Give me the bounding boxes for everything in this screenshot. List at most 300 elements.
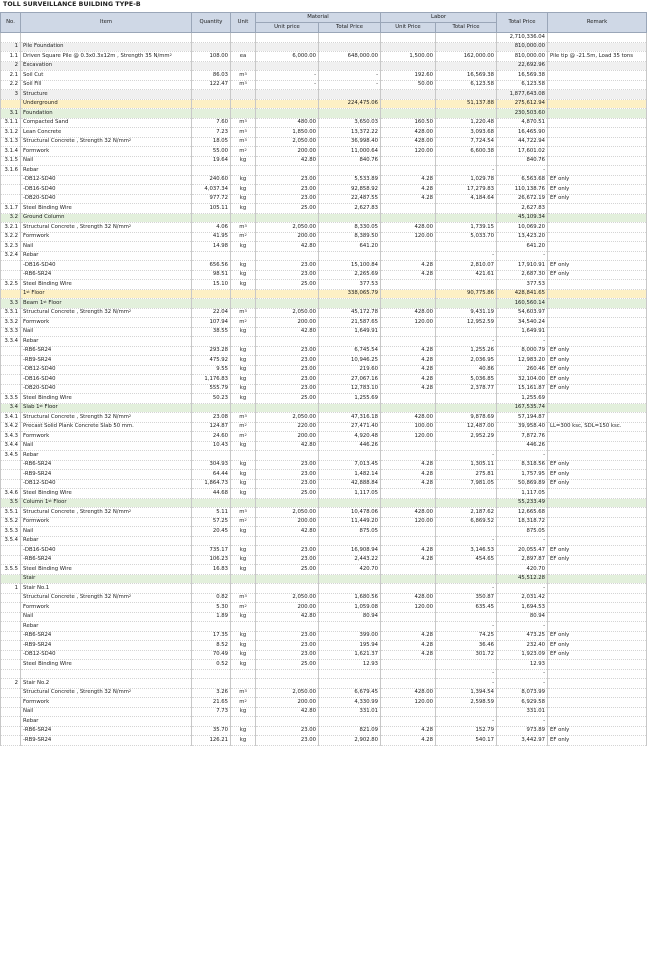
cell-quantity-text: 19.64 (212, 157, 228, 164)
cell-labor-total-text: 454.65 (475, 556, 495, 563)
header-labor-unit-price: Unit Price (381, 23, 436, 33)
cell-unit (231, 527, 256, 537)
cell-unit-text: m (239, 318, 245, 325)
cell-item-text: -DB16-SD40 (23, 185, 56, 192)
cell-quantity (192, 204, 231, 214)
header-material-total-price: Total Price (319, 23, 381, 33)
cell-material-unit-price (256, 717, 319, 727)
cell-remark (548, 204, 647, 214)
cell-item (21, 736, 192, 746)
table-row (1, 527, 647, 537)
cell-remark (548, 451, 647, 461)
cell-labor-unit-price (381, 223, 436, 233)
header-labor: Labor (381, 13, 497, 23)
cell-labor-unit-price (381, 346, 436, 356)
cell-material-total (319, 432, 381, 442)
cell-quantity (192, 584, 231, 594)
cell-total-price-text: 12,665.68 (518, 508, 546, 515)
cell-total-price-text: 2,687.30 (521, 271, 546, 278)
cell-labor-total-text: - (492, 337, 495, 344)
cell-item (21, 99, 192, 109)
cell-labor-unit-price (381, 707, 436, 717)
cell-total-price-text: 34,540.24 (518, 318, 546, 325)
cell-material-unit-price-text: 2,050.00 (292, 594, 316, 601)
cell-labor-total-text: 74.25 (478, 632, 495, 639)
cell-material-total (319, 631, 381, 641)
cell-material-total-text: 377.53 (359, 280, 378, 287)
cell-material-total (319, 660, 381, 670)
cell-labor-unit-price-text: 4.28 (421, 480, 433, 487)
cell-total-price-text: 1,255.69 (521, 394, 546, 401)
cell-quantity-text: 23.08 (212, 413, 228, 420)
cell-no-text: 3.5.5 (4, 565, 18, 572)
cell-total-price-text: 22,692.96 (518, 62, 546, 69)
cell-no (1, 736, 21, 746)
cell-labor-unit-price (381, 33, 436, 43)
cell-remark (548, 118, 647, 128)
cell-item (21, 156, 192, 166)
cell-labor-total (436, 622, 497, 632)
cell-material-total (319, 270, 381, 280)
cell-material-unit-price-text: 200.00 (297, 233, 316, 240)
cell-unit (231, 213, 256, 223)
cell-material-unit-price (256, 251, 319, 261)
cell-labor-total (436, 669, 497, 679)
cell-material-total-text: 16,908.94 (351, 546, 378, 553)
cell-quantity (192, 489, 231, 499)
cell-item (21, 660, 192, 670)
cell-unit (231, 61, 256, 71)
cell-labor-total-text: 540.17 (475, 736, 495, 743)
cell-labor-unit-price-text: 160.50 (414, 119, 433, 126)
cell-item-text: Excavation (23, 62, 53, 69)
cell-item-text: Rebar (23, 252, 39, 259)
cell-unit-text: kg (239, 328, 247, 335)
cell-material-unit-price (256, 679, 319, 689)
cell-item (21, 318, 192, 328)
cell-labor-unit-price (381, 650, 436, 660)
cell-unit-text: kg (239, 651, 247, 658)
cell-material-unit-price (256, 707, 319, 717)
cell-remark-text: Pile tip @ -21.5m, Load 35 tons (550, 52, 634, 59)
table-row (1, 118, 647, 128)
cell-material-unit-price (256, 489, 319, 499)
cell-item-text: Steel Binding Wire (23, 280, 72, 287)
cell-total-price (497, 109, 548, 119)
cell-no (1, 517, 21, 527)
cell-total-price-text: 7,872.76 (521, 432, 546, 439)
cell-no (1, 603, 21, 613)
cell-labor-total-text: 3,093.68 (470, 128, 495, 135)
cell-quantity (192, 223, 231, 233)
cell-labor-unit-price (381, 185, 436, 195)
cell-labor-unit-price-text: 4.28 (421, 366, 433, 373)
cell-labor-unit-price-text: 4.28 (421, 641, 433, 648)
cell-material-unit-price (256, 204, 319, 214)
cell-remark-text: EF only (550, 480, 570, 487)
cell-no-text: 3.5 (9, 499, 18, 506)
cell-no (1, 346, 21, 356)
cell-labor-unit-price (381, 71, 436, 81)
cell-total-price-text: 973.89 (526, 727, 546, 734)
cell-unit-superscript: 3 (244, 689, 247, 694)
cell-item-text: -RB9-SR24 (23, 736, 52, 743)
cell-labor-total-text: 5,033.70 (470, 233, 495, 240)
cell-quantity-text: 16.83 (212, 565, 228, 572)
cell-no (1, 441, 21, 451)
table-header (1, 13, 647, 33)
cell-material-total-text: 446.26 (359, 442, 378, 449)
cell-material-total (319, 356, 381, 366)
cell-no-text: 3.5.2 (4, 518, 18, 525)
cell-material-total (319, 118, 381, 128)
cell-quantity (192, 451, 231, 461)
cell-material-unit-price-text: 23.00 (300, 185, 316, 192)
cell-no (1, 413, 21, 423)
cell-quantity-text: 41.95 (212, 233, 228, 240)
cell-item (21, 612, 192, 622)
cell-unit-text: m (239, 423, 245, 430)
cell-labor-unit-price-text: 4.28 (421, 736, 433, 743)
cell-material-total (319, 422, 381, 432)
cell-quantity-text: 44.68 (212, 489, 228, 496)
cell-unit-text: kg (239, 641, 247, 648)
cell-total-price (497, 318, 548, 328)
cell-total-price-text: 1,757.95 (521, 470, 546, 477)
cell-labor-total (436, 42, 497, 52)
cell-quantity (192, 99, 231, 109)
table-row (1, 726, 647, 736)
cell-total-price-text: 45,512.28 (518, 575, 546, 582)
cell-quantity (192, 251, 231, 261)
cell-unit-superscript: 2 (244, 147, 247, 152)
cell-material-total (319, 394, 381, 404)
cell-no (1, 185, 21, 195)
cell-quantity-text: 15.10 (212, 280, 228, 287)
cell-labor-unit-price (381, 413, 436, 423)
cell-item (21, 261, 192, 271)
cell-quantity (192, 555, 231, 565)
cell-total-price (497, 698, 548, 708)
cell-unit (231, 71, 256, 81)
cell-item-ordinal: st (39, 404, 43, 409)
cell-labor-total (436, 641, 497, 651)
cell-labor-total (436, 33, 497, 43)
cell-material-total-text: - (376, 71, 378, 78)
cell-material-total-text: 27,471.40 (351, 423, 378, 430)
cell-unit-superscript: 3 (244, 508, 247, 513)
cell-quantity (192, 194, 231, 204)
cell-total-price (497, 137, 548, 147)
cell-material-unit-price (256, 71, 319, 81)
cell-labor-unit-price (381, 679, 436, 689)
cell-total-price-text: - (543, 670, 546, 677)
cell-quantity (192, 318, 231, 328)
cell-unit (231, 194, 256, 204)
cell-no-text: 3.4 (9, 404, 18, 411)
cell-unit-text: kg (239, 727, 247, 734)
cell-quantity-text: 17.35 (212, 632, 228, 639)
cell-labor-unit-price (381, 90, 436, 100)
cell-no (1, 194, 21, 204)
cell-material-total-text: 648,000.00 (347, 52, 378, 59)
cell-labor-total (436, 80, 497, 90)
cell-item-text: Structure (23, 90, 48, 97)
table-row (1, 318, 647, 328)
cell-remark-text: EF only (550, 470, 570, 477)
cell-material-unit-price-text: 23.00 (300, 556, 316, 563)
cell-material-unit-price-text: 25.00 (300, 394, 316, 401)
cell-remark-text: EF only (550, 461, 570, 468)
cell-unit-superscript: 3 (244, 119, 247, 124)
cell-no (1, 242, 21, 252)
cell-item-text: Stair No.2 (23, 679, 50, 686)
cell-material-unit-price (256, 223, 319, 233)
cell-remark (548, 223, 647, 233)
header-material-unit-price: Unit price (256, 23, 319, 33)
cell-labor-total (436, 584, 497, 594)
cell-labor-unit-price-text: 4.28 (421, 556, 433, 563)
table-row (1, 90, 647, 100)
cell-labor-unit-price (381, 717, 436, 727)
cell-unit (231, 574, 256, 584)
cell-total-price (497, 327, 548, 337)
cell-unit-text: m (239, 603, 245, 610)
table-row (1, 166, 647, 176)
table-row (1, 289, 647, 299)
cell-item-text: Nail (23, 708, 34, 715)
cell-labor-total-text: 12,952.59 (467, 318, 495, 325)
table-row (1, 612, 647, 622)
cell-item (21, 280, 192, 290)
cell-remark-text: EF only (550, 366, 570, 373)
cell-quantity (192, 679, 231, 689)
table-row (1, 707, 647, 717)
cell-labor-unit-price (381, 546, 436, 556)
cell-remark (548, 71, 647, 81)
cell-quantity-text: 18.05 (212, 138, 228, 145)
cell-unit (231, 698, 256, 708)
cell-labor-unit-price (381, 128, 436, 138)
cell-quantity (192, 109, 231, 119)
cell-remark (548, 365, 647, 375)
cell-material-unit-price (256, 422, 319, 432)
cell-total-price-text: 232.40 (526, 641, 546, 648)
table-row (1, 175, 647, 185)
cell-total-price (497, 90, 548, 100)
cell-item-text: Nail (23, 613, 34, 620)
cell-no (1, 223, 21, 233)
cell-labor-unit-price-text: 4.28 (421, 356, 433, 363)
cell-no (1, 299, 21, 309)
cell-material-total-text: 331.01 (359, 708, 378, 715)
cell-total-price-text: 420.70 (526, 565, 546, 572)
cell-unit-text: kg (239, 195, 247, 202)
cell-total-price-text: 230,503.60 (514, 109, 546, 116)
cell-unit-superscript: 2 (244, 603, 247, 608)
cell-no (1, 280, 21, 290)
cell-material-unit-price (256, 156, 319, 166)
cell-quantity (192, 242, 231, 252)
cell-total-price-text: - (543, 337, 546, 344)
cell-material-total-text: 12,783.10 (351, 385, 378, 392)
cell-labor-total (436, 726, 497, 736)
cell-material-total-text: 2,265.69 (354, 271, 378, 278)
cell-item (21, 394, 192, 404)
cell-labor-unit-price (381, 327, 436, 337)
cell-material-unit-price-text: 25.00 (300, 280, 316, 287)
cell-material-total (319, 242, 381, 252)
cell-remark (548, 109, 647, 119)
cell-total-price (497, 337, 548, 347)
cell-item-text: Rebar (23, 622, 39, 629)
cell-item-text: 1 (23, 290, 27, 297)
cell-total-price-text: 2,031.42 (521, 594, 546, 601)
cell-material-unit-price-text: 200.00 (297, 518, 316, 525)
cell-no (1, 631, 21, 641)
cell-labor-total-text: 40.86 (478, 366, 495, 373)
cell-total-price-text: 13,423.20 (518, 233, 546, 240)
cell-material-unit-price (256, 432, 319, 442)
cell-quantity (192, 394, 231, 404)
table-row (1, 422, 647, 432)
cell-total-price (497, 726, 548, 736)
cell-no-text: 3.4.6 (4, 489, 18, 496)
cell-material-total (319, 61, 381, 71)
cell-material-total (319, 80, 381, 90)
table-row (1, 508, 647, 518)
cell-material-unit-price (256, 270, 319, 280)
table-row (1, 337, 647, 347)
table-row (1, 147, 647, 157)
cell-unit (231, 223, 256, 233)
cell-item (21, 479, 192, 489)
cell-total-price (497, 299, 548, 309)
cell-material-unit-price (256, 80, 319, 90)
cell-no-text: 3.3.5 (4, 394, 18, 401)
cell-remark-text: EF only (550, 632, 570, 639)
cell-remark (548, 99, 647, 109)
cell-labor-unit-price (381, 660, 436, 670)
cell-labor-unit-price-text: 100.00 (414, 423, 433, 430)
cell-total-price (497, 489, 548, 499)
cell-total-price-text: - (543, 252, 546, 259)
cell-quantity-text: 50.23 (212, 394, 228, 401)
cell-unit-text: kg (239, 394, 247, 401)
table-row (1, 593, 647, 603)
cell-item (21, 460, 192, 470)
cell-material-total-text: 6,679.45 (354, 689, 378, 696)
cell-total-price-text: 473.25 (526, 632, 546, 639)
cell-no (1, 80, 21, 90)
cell-labor-total-text: 2,187.62 (470, 508, 495, 515)
cell-unit (231, 612, 256, 622)
cell-material-unit-price-text: 2,050.00 (292, 508, 316, 515)
cell-total-price-text: 6,123.58 (521, 81, 546, 88)
cell-quantity-text: 8.52 (216, 641, 228, 648)
cell-labor-total-text: 51,137.88 (467, 100, 495, 107)
cell-unit-text: kg (239, 356, 247, 363)
cell-labor-unit-price-text: 4.28 (421, 176, 433, 183)
cell-no (1, 52, 21, 62)
cell-remark (548, 574, 647, 584)
cell-quantity (192, 508, 231, 518)
cell-remark (548, 232, 647, 242)
cell-item (21, 356, 192, 366)
cell-no (1, 147, 21, 157)
cell-material-unit-price (256, 622, 319, 632)
cell-material-total-text: 13,372.22 (351, 128, 378, 135)
cell-quantity (192, 413, 231, 423)
cell-no (1, 555, 21, 565)
cell-remark-text: EF only (550, 651, 570, 658)
cell-material-total (319, 679, 381, 689)
cell-labor-total (436, 536, 497, 546)
cell-material-total-text: 11,000.64 (351, 147, 378, 154)
cell-item (21, 451, 192, 461)
cell-material-unit-price (256, 232, 319, 242)
cell-unit-superscript: 3 (244, 81, 247, 86)
cell-item (21, 185, 192, 195)
cell-labor-unit-price-text: 120.00 (414, 698, 433, 705)
cell-labor-unit-price (381, 603, 436, 613)
cell-item (21, 707, 192, 717)
cell-item (21, 109, 192, 119)
cell-item-text: Foundation (23, 109, 53, 116)
cell-labor-unit-price (381, 251, 436, 261)
cell-remark (548, 337, 647, 347)
cell-material-unit-price (256, 337, 319, 347)
cell-no (1, 508, 21, 518)
cell-no (1, 175, 21, 185)
table-row (1, 33, 647, 43)
cell-material-total-text: - (376, 81, 378, 88)
cell-material-total (319, 365, 381, 375)
cell-material-total (319, 717, 381, 727)
cell-total-price (497, 527, 548, 537)
cell-labor-total (436, 688, 497, 698)
cell-labor-unit-price (381, 118, 436, 128)
table-row (1, 251, 647, 261)
cell-material-total (319, 251, 381, 261)
cell-no (1, 622, 21, 632)
cell-unit-text: m (239, 309, 245, 316)
cell-total-price (497, 660, 548, 670)
cell-material-unit-price-text: 23.00 (300, 385, 316, 392)
cell-material-unit-price (256, 641, 319, 651)
cell-remark (548, 80, 647, 90)
cell-unit (231, 622, 256, 632)
cell-material-total (319, 261, 381, 271)
cell-total-price-text: 57,194.87 (518, 413, 546, 420)
cell-labor-unit-price (381, 555, 436, 565)
cell-material-total (319, 508, 381, 518)
cell-unit-text: kg (239, 442, 247, 449)
cell-item-text: Rebar (23, 337, 39, 344)
cell-material-total (319, 337, 381, 347)
cell-quantity (192, 707, 231, 717)
cell-material-total (319, 52, 381, 62)
cell-material-unit-price (256, 346, 319, 356)
cell-labor-total-text: 1,739.15 (470, 223, 495, 230)
cell-quantity-text: 1,864.73 (204, 480, 228, 487)
cell-quantity (192, 631, 231, 641)
cell-labor-unit-price-text: 428.00 (414, 594, 433, 601)
cell-remark (548, 356, 647, 366)
cell-remark (548, 194, 647, 204)
cell-item-text: -DB12-SD40 (23, 651, 56, 658)
cell-total-price (497, 574, 548, 584)
